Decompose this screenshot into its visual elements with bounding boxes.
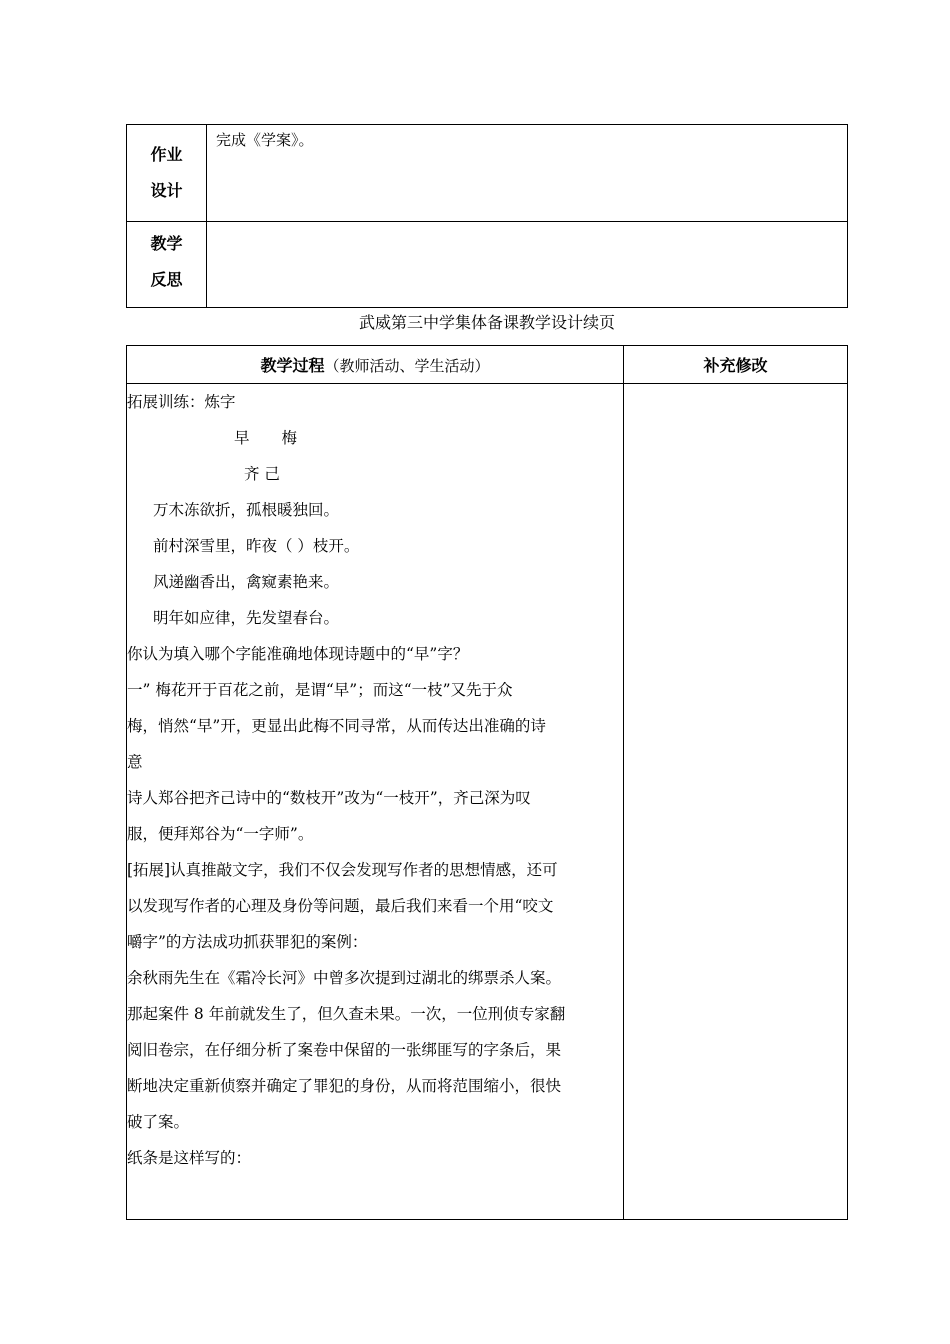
answer-line: 一” 梅花开于百花之前，是谓“早”；而这“一枝”又先于众 (127, 681, 513, 699)
case-line: 那起案件 8 年前就发生了，但久查未果。一次，一位刑侦专家翻 (127, 1005, 566, 1023)
poem-author: 齐 己 (244, 465, 280, 483)
poem-line: 风递幽香出，禽窥素艳来。 (153, 573, 340, 591)
case-line: 阅旧卷宗，在仔细分析了案卷中保留的一张绑匪写的字条后，果 (127, 1041, 562, 1059)
homework-text: 完成《学案》。 (216, 131, 314, 149)
poem-line: 万木冻欲折，孤根暖独回。 (153, 501, 340, 519)
exercise-title: 拓展训练：炼字 (127, 393, 236, 411)
story-line: 服，便拜郑谷为“一字师”。 (127, 825, 314, 843)
header-left-strong: 教学过程 (260, 356, 325, 375)
homework-label-line-2: 设计 (150, 181, 183, 200)
case-line: 余秋雨先生在《霜冷长河》中曾多次提到过湖北的绑票杀人案。 (127, 969, 562, 987)
revision-content-cell (624, 384, 848, 1220)
reflection-label-cell (127, 222, 207, 308)
story-line: 诗人郑谷把齐己诗中的“数枝开”改为“一枝开”，齐己深为叹 (127, 789, 531, 807)
teaching-process-table (126, 345, 848, 1220)
homework-label-line-1: 作业 (150, 145, 183, 164)
homework-reflection-table (126, 124, 848, 308)
page-title: 武威第三中学集体备课教学设计续页 (358, 313, 615, 332)
case-line: 断地决定重新侦察并确定了罪犯的身份，从而将范围缩小，很快 (127, 1077, 562, 1095)
poem-title-char-1: 早 (234, 429, 250, 447)
case-line: 破了案。 (127, 1113, 190, 1131)
reflection-content-cell (207, 222, 848, 308)
homework-content-cell (207, 125, 848, 222)
extension-line: 嚼字”的方法成功抓获罪犯的案例： (127, 933, 368, 951)
poem-line: 明年如应律，先发望春台。 (153, 609, 340, 627)
reflection-label-line-1: 教学 (150, 234, 183, 253)
question-text: 你认为填入哪个字能准确地体现诗题中的“早”字？ (127, 645, 469, 663)
teaching-process-content (127, 384, 624, 1220)
poem-title (127, 420, 623, 456)
extension-line: [拓展]认真推敲文字，我们不仅会发现写作者的思想情感，还可 (127, 861, 558, 879)
reflection-label-line-2: 反思 (150, 270, 183, 289)
answer-line: 意 (127, 753, 143, 771)
homework-label-cell (127, 125, 207, 222)
header-revision (624, 346, 848, 384)
poem-line: 前村深雪里，昨夜（ ）枝开。 (153, 537, 360, 555)
poem-title-char-2: 梅 (281, 429, 298, 447)
header-teaching-process (127, 346, 624, 384)
header-left-weak: （教师活动、学生活动） (324, 357, 490, 375)
extension-line: 以发现写作者的心理及身份等问题，最后我们来看一个用“咬文 (127, 897, 554, 915)
last-line: 纸条是这样写的： (127, 1149, 252, 1167)
answer-line: 梅，悄然“早”开，更显出此梅不同寻常，从而传达出准确的诗 (127, 717, 546, 735)
header-right-label: 补充修改 (703, 356, 768, 375)
